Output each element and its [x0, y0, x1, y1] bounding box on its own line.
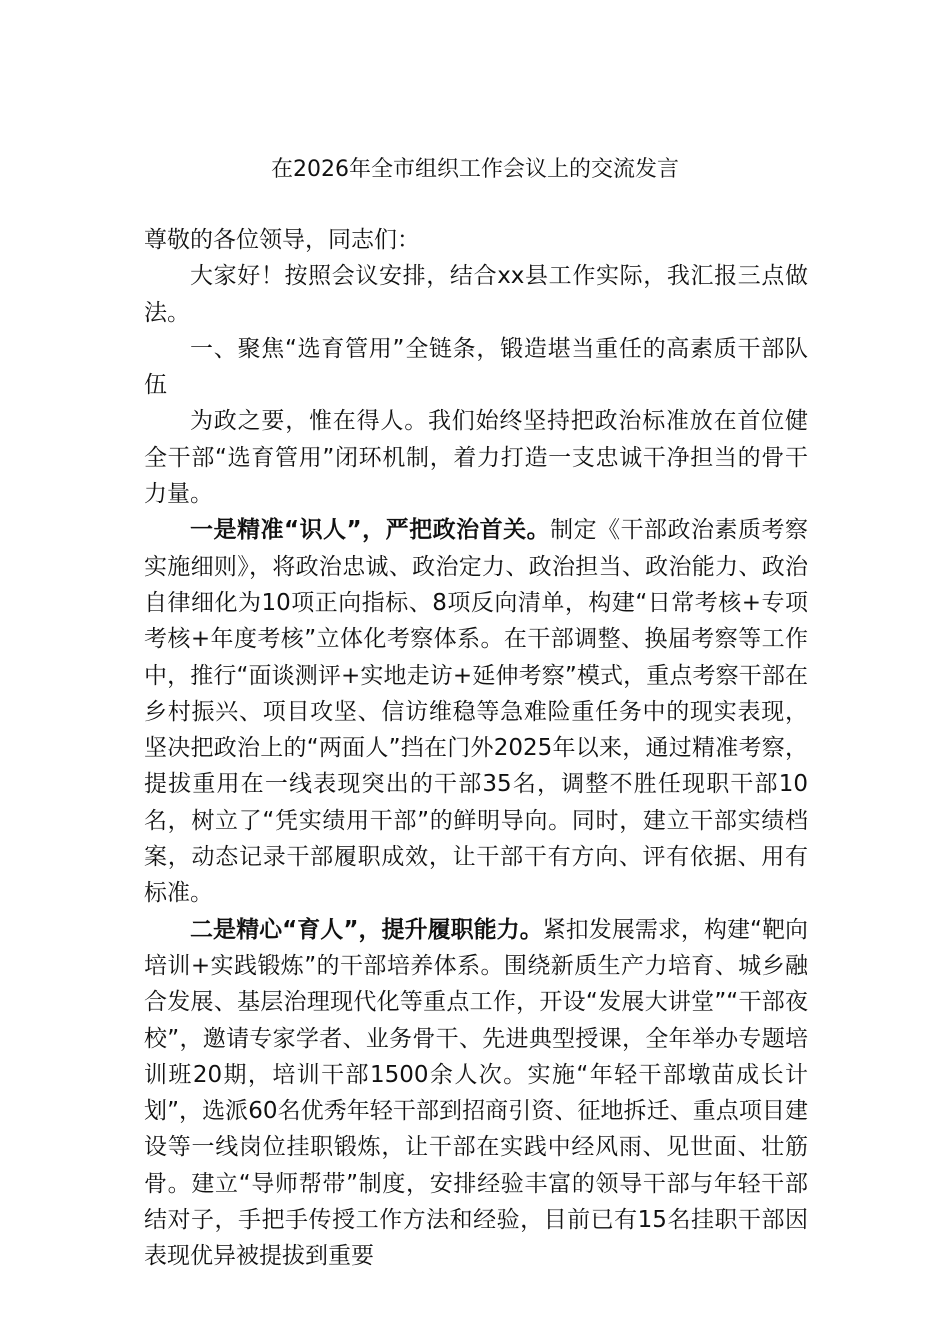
- point-one-paragraph: [144, 512, 808, 911]
- point-two-lead: 二是精心“育人”，提升履职能力。: [190, 916, 543, 943]
- section-heading: 一、聚焦“选育管用”全链条，锻造堪当重任的高素质干部队伍: [144, 335, 808, 399]
- document-body: [144, 222, 808, 1275]
- point-one-text: 制定《干部政治素质考察实施细则》，将政治忠诚、政治定力、政治担当、政治能力、政治自律细化为10项正向指标、8项反向清单，构建“日常考核+专项考核+年度考核”立体化考察体系。在干部调整、换届考察等工作中，推行“面谈测评+实地走访+延伸考察”模式，重点考察干部在乡村振兴、项目攻坚、信访维稳等急难险重任务中的现实表现，坚决把政治上的“两面人”挡在门外2025年以来，通过精准考察，提拔重用在一线表现突出的干部35名，调整不胜任现职干部10名，树立了“凭实绩用干部”的鲜明导向。同时，建立干部实绩档案，动态记录干部履职成效，让干部干有方向、评有依据、用有标准。: [144, 517, 809, 907]
- document-title: 在2026年全市组织工作会议上的交流发言: [271, 157, 679, 182]
- point-two-paragraph: [144, 912, 808, 1275]
- salutation: 尊敬的各位领导，同志们：: [144, 227, 420, 253]
- section-intro-paragraph: 为政之要，惟在得人。我们始终坚持把政治标准放在首位健全干部“选育管用”闭环机制，着力打造一支忠诚干净担当的骨干力量。: [144, 408, 808, 508]
- point-one-lead: 一是精准“识人”，严把政治首关。: [190, 517, 551, 544]
- point-two-text: 紧扣发展需求，构建“靶向培训+实践锻炼”的干部培养体系。围绕新质生产力培育、城乡融合发展、基层治理现代化等重点工作，开设“发展大讲堂”“干部夜校”，邀请专家学者、业务骨干、先进典型授课，全年举办专题培训班20期，培训干部1500余人次。实施“年轻干部墩苗成长计划”，选派60名优秀年轻干部到招商引资、征地拆迁、重点项目建设等一线岗位挂职锻炼，让干部在实践中经风雨、见世面、壮筋骨。建立“导师帮带”制度，安排经验丰富的领导干部与年轻干部结对子，手把手传授工作方法和经验，目前已有15名挂职干部因表现优异被提拔到重要: [144, 916, 808, 1270]
- intro-paragraph: 大家好！按照会议安排，结合xx县工作实际，我汇报三点做法。: [144, 263, 808, 326]
